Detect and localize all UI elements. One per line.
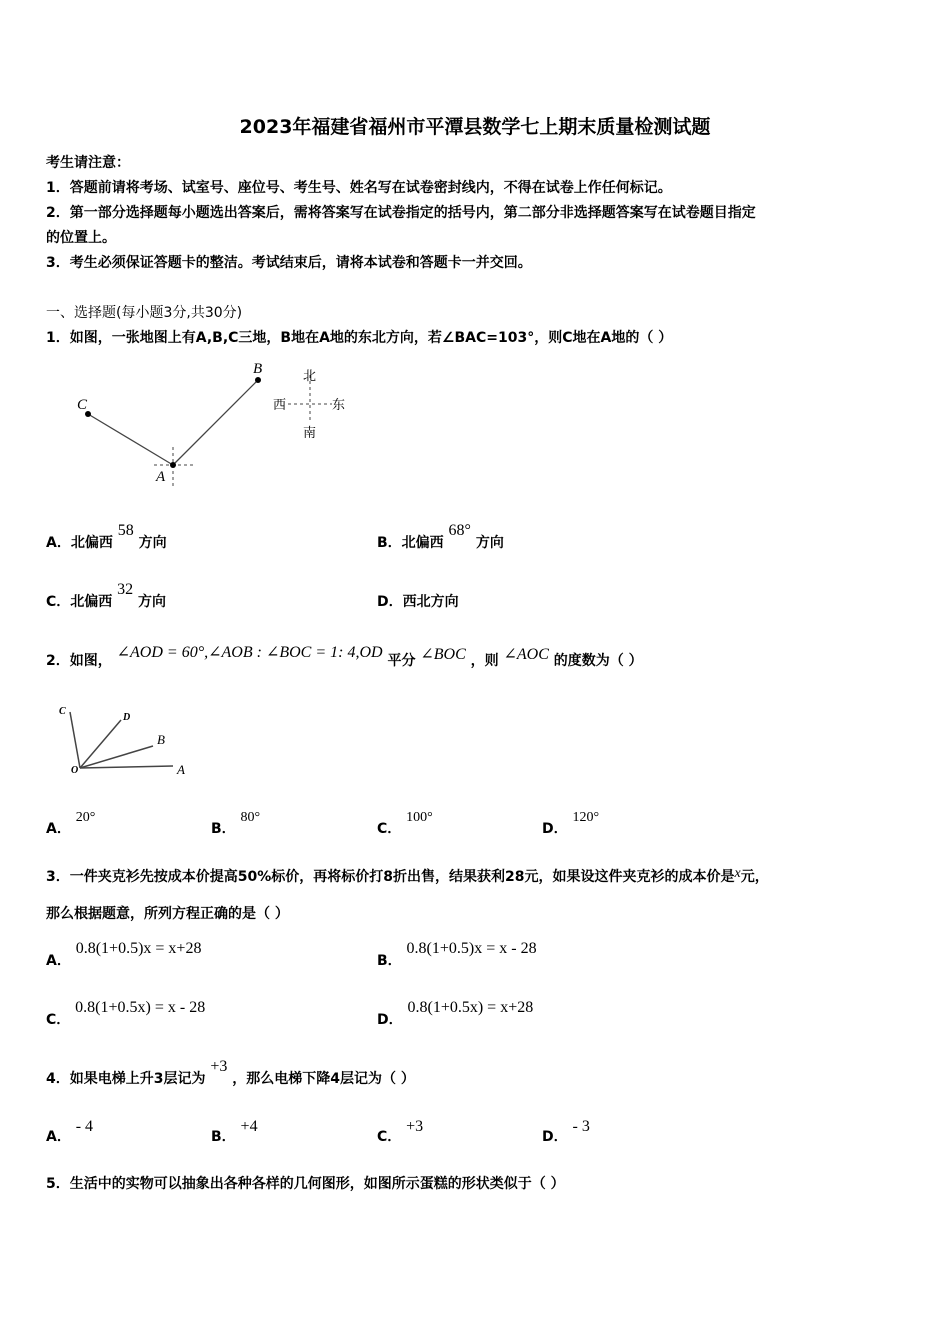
q3-option-c[interactable]: C． 0.8(1+0.5x) = x - 28 xyxy=(46,999,206,1028)
compass-east: 东 xyxy=(332,398,346,413)
q4-stem: 4．如果电梯上升3层记为 +3 ，那么电梯下降4层记为（ ） xyxy=(46,1058,415,1087)
q4-option-a[interactable]: A． - 4 xyxy=(46,1118,94,1145)
label-c: C xyxy=(59,706,66,717)
q2-figure xyxy=(55,702,195,782)
ray-oa xyxy=(80,766,173,768)
q3-option-a[interactable]: A． 0.8(1+0.5)x = x+28 xyxy=(46,940,202,969)
notice-item: 的位置上。 xyxy=(46,230,116,246)
label-b: B xyxy=(253,361,263,377)
q3-stem-line1: 3．一件夹克衫先按成本价提高50%标价，再将标价打8折出售，结果获利28元，如果设这件夹克衫的成本价是x元， xyxy=(46,866,769,885)
q3-option-d[interactable]: D． 0.8(1+0.5x) = x+28 xyxy=(377,999,534,1028)
ray-ac xyxy=(88,414,173,465)
q1-stem: 1．如图，一张地图上有A,B,C三地，B地在A地的东北方向，若∠BAC=103°，则C地在A地的（ ） xyxy=(46,330,673,346)
q4-option-d[interactable]: D． - 3 xyxy=(542,1118,590,1145)
q4-option-b[interactable]: B． +4 xyxy=(211,1118,258,1145)
q5-stem: 5．生活中的实物可以抽象出各种各样的几何图形，如图所示蛋糕的形状类似于（ ） xyxy=(46,1176,565,1192)
q1-option-d[interactable]: D．西北方向 xyxy=(377,594,459,610)
q1-figure xyxy=(70,355,360,490)
q1-option-c[interactable]: C．北偏西 32 方向 xyxy=(46,581,167,610)
q2-option-b[interactable]: B． 80° xyxy=(211,810,261,837)
ray-ob xyxy=(80,746,153,768)
q3-option-b[interactable]: B． 0.8(1+0.5)x = x - 28 xyxy=(377,940,537,969)
compass-west: 西 xyxy=(273,398,287,413)
ray-ab xyxy=(173,380,258,465)
point-b xyxy=(255,377,261,383)
label-a: A xyxy=(177,762,185,777)
page-title: 2023年福建省福州市平潭县数学七上期末质量检测试题 xyxy=(239,116,711,138)
q4-option-c[interactable]: C． +3 xyxy=(377,1118,424,1145)
label-b: B xyxy=(157,732,165,747)
notice-item: 3．考生必须保证答题卡的整洁。考试结束后，请将本试卷和答题卡一并交回。 xyxy=(46,255,532,271)
section-heading: 一、选择题(每小题3分,共30分) xyxy=(46,305,243,321)
compass-north: 北 xyxy=(303,369,317,384)
point-a xyxy=(170,462,176,468)
q2-option-a[interactable]: A． 20° xyxy=(46,810,96,837)
notice-heading: 考生请注意： xyxy=(46,155,130,171)
label-o: O xyxy=(71,765,79,776)
label-a: A xyxy=(156,469,166,485)
q2-option-d[interactable]: D． 120° xyxy=(542,810,600,837)
notice-item: 2．第一部分选择题每小题选出答案后，需将答案写在试卷指定的括号内，第二部分非选择题答案写在试卷题目指定 xyxy=(46,205,756,221)
q2-option-c[interactable]: C． 100° xyxy=(377,810,433,837)
q3-stem-line2: 那么根据题意，所列方程正确的是（ ） xyxy=(46,906,289,922)
q2-stem: 2．如图， ∠AOD = 60°,∠AOB : ∠BOC = 1: 4,OD 平分 ∠BOC ，则 ∠AOC 的度数为（ ） xyxy=(46,644,643,669)
q1-option-a[interactable]: A．北偏西 58 方向 xyxy=(46,522,167,551)
compass-south: 南 xyxy=(303,426,317,441)
q1-option-b[interactable]: B．北偏西 68° 方向 xyxy=(377,522,504,551)
notice-item: 1．答题前请将考场、试室号、座位号、考生号、姓名写在试卷密封线内，不得在试卷上作任何标记。 xyxy=(46,180,672,196)
ray-od xyxy=(80,720,121,768)
label-d: D xyxy=(123,712,131,723)
ray-oc xyxy=(70,712,80,768)
label-c: C xyxy=(77,397,88,413)
